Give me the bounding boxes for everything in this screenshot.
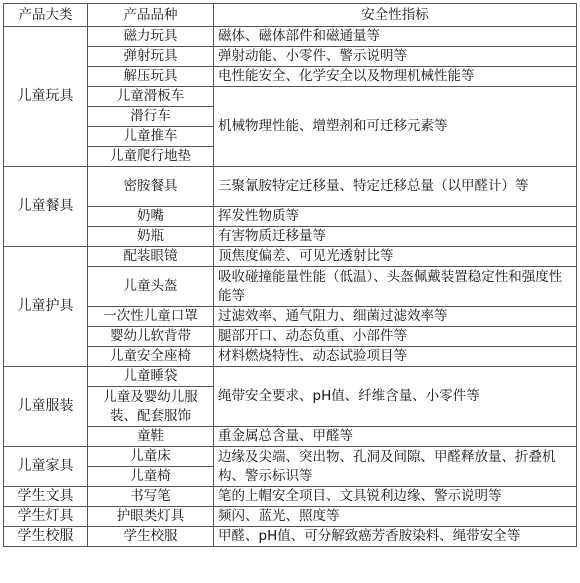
- category-cell: 儿童家具: [4, 447, 88, 487]
- product-cell: 儿童床: [88, 447, 214, 467]
- table-row: [4, 447, 577, 467]
- table-row: [4, 47, 577, 67]
- indicator-cell: 笔的上帽安全项目、文具锐利边缘、警示说明等: [214, 487, 577, 507]
- table-row: [4, 507, 577, 527]
- indicator-cell: 机械物理性能、增塑剂和可迁移元素等: [214, 87, 577, 167]
- category-cell: 学生文具: [4, 487, 88, 507]
- indicator-cell: 甲醛、pH值、可分解致癌芳香胺染料、绳带安全等: [214, 527, 577, 547]
- product-cell: 儿童椅: [88, 467, 214, 487]
- table-row: [4, 87, 577, 107]
- indicator-cell: 边缘及尖端、突出物、孔洞及间隙、甲醛释放量、折叠机构、警示标识等: [214, 447, 577, 487]
- table-row: [4, 327, 577, 347]
- header-product: 产品品种: [88, 4, 214, 27]
- indicator-cell: 顶焦度偏差、可见光透射比等: [214, 247, 577, 267]
- product-cell: 一次性儿童口罩: [88, 307, 214, 327]
- table-row: [4, 347, 577, 367]
- indicator-cell: 电性能安全、化学安全以及物理机械性能等: [214, 67, 577, 87]
- category-cell: 学生校服: [4, 527, 88, 547]
- category-cell: 儿童护具: [4, 247, 88, 367]
- product-cell: 书写笔: [88, 487, 214, 507]
- product-cell: 弹射玩具: [88, 47, 214, 67]
- table-row: [4, 67, 577, 87]
- product-cell: 解压玩具: [88, 67, 214, 87]
- product-cell: 奶瓶: [88, 227, 214, 247]
- table-row: [4, 527, 577, 547]
- header-category: 产品大类: [4, 4, 88, 27]
- product-cell: 婴幼儿软背带: [88, 327, 214, 347]
- table-row: [4, 427, 577, 447]
- indicator-cell: 频闪、蓝光、照度等: [214, 507, 577, 527]
- table-row: [4, 27, 577, 47]
- table-row: [4, 207, 577, 227]
- product-cell: 配装眼镜: [88, 247, 214, 267]
- indicator-cell: 腿部开口、动态负重、小部件等: [214, 327, 577, 347]
- indicator-cell: 过滤效率、通气阻力、细菌过滤效率等: [214, 307, 577, 327]
- table-body: [4, 27, 577, 547]
- product-cell: 奶嘴: [88, 207, 214, 227]
- product-cell: 儿童爬行地垫: [88, 147, 214, 167]
- table-row: [4, 267, 577, 307]
- indicator-cell: 磁体、磁体部件和磁通量等: [214, 27, 577, 47]
- product-cell: 童鞋: [88, 427, 214, 447]
- table-row: [4, 307, 577, 327]
- indicator-cell: 绳带安全要求、pH值、纤维含量、小零件等: [214, 367, 577, 427]
- table-row: [4, 167, 577, 207]
- indicator-cell: 有害物质迁移量等: [214, 227, 577, 247]
- category-cell: 学生灯具: [4, 507, 88, 527]
- product-cell: 儿童及婴幼儿服装、配套服饰: [88, 387, 214, 427]
- category-cell: 儿童餐具: [4, 167, 88, 247]
- table-row: [4, 367, 577, 387]
- product-cell: 护眼类灯具: [88, 507, 214, 527]
- product-cell: 学生校服: [88, 527, 214, 547]
- product-cell: 儿童推车: [88, 127, 214, 147]
- product-cell: 儿童头盔: [88, 267, 214, 307]
- product-cell: 儿童睡袋: [88, 367, 214, 387]
- indicator-cell: 重金属总含量、甲醛等: [214, 427, 577, 447]
- product-cell: 儿童滑板车: [88, 87, 214, 107]
- product-cell: 密胺餐具: [88, 167, 214, 207]
- indicator-cell: 三聚氰胺特定迁移量、特定迁移总量（以甲醛计）等: [214, 167, 577, 207]
- table-row: [4, 247, 577, 267]
- header-indicator: 安全性指标: [214, 4, 577, 27]
- product-cell: 滑行车: [88, 107, 214, 127]
- category-cell: 儿童玩具: [4, 27, 88, 167]
- indicator-cell: 挥发性物质等: [214, 207, 577, 227]
- table-row: [4, 487, 577, 507]
- safety-indicator-table: [3, 3, 577, 547]
- indicator-cell: 弹射动能、小零件、警示说明等: [214, 47, 577, 67]
- table-row: [4, 227, 577, 247]
- indicator-cell: 材料燃烧特性、动态试验项目等: [214, 347, 577, 367]
- product-cell: 磁力玩具: [88, 27, 214, 47]
- product-cell: 儿童安全座椅: [88, 347, 214, 367]
- category-cell: 儿童服装: [4, 367, 88, 447]
- indicator-cell: 吸收碰撞能量性能（低温）、头盔佩戴装置稳定性和强度性能等: [214, 267, 577, 307]
